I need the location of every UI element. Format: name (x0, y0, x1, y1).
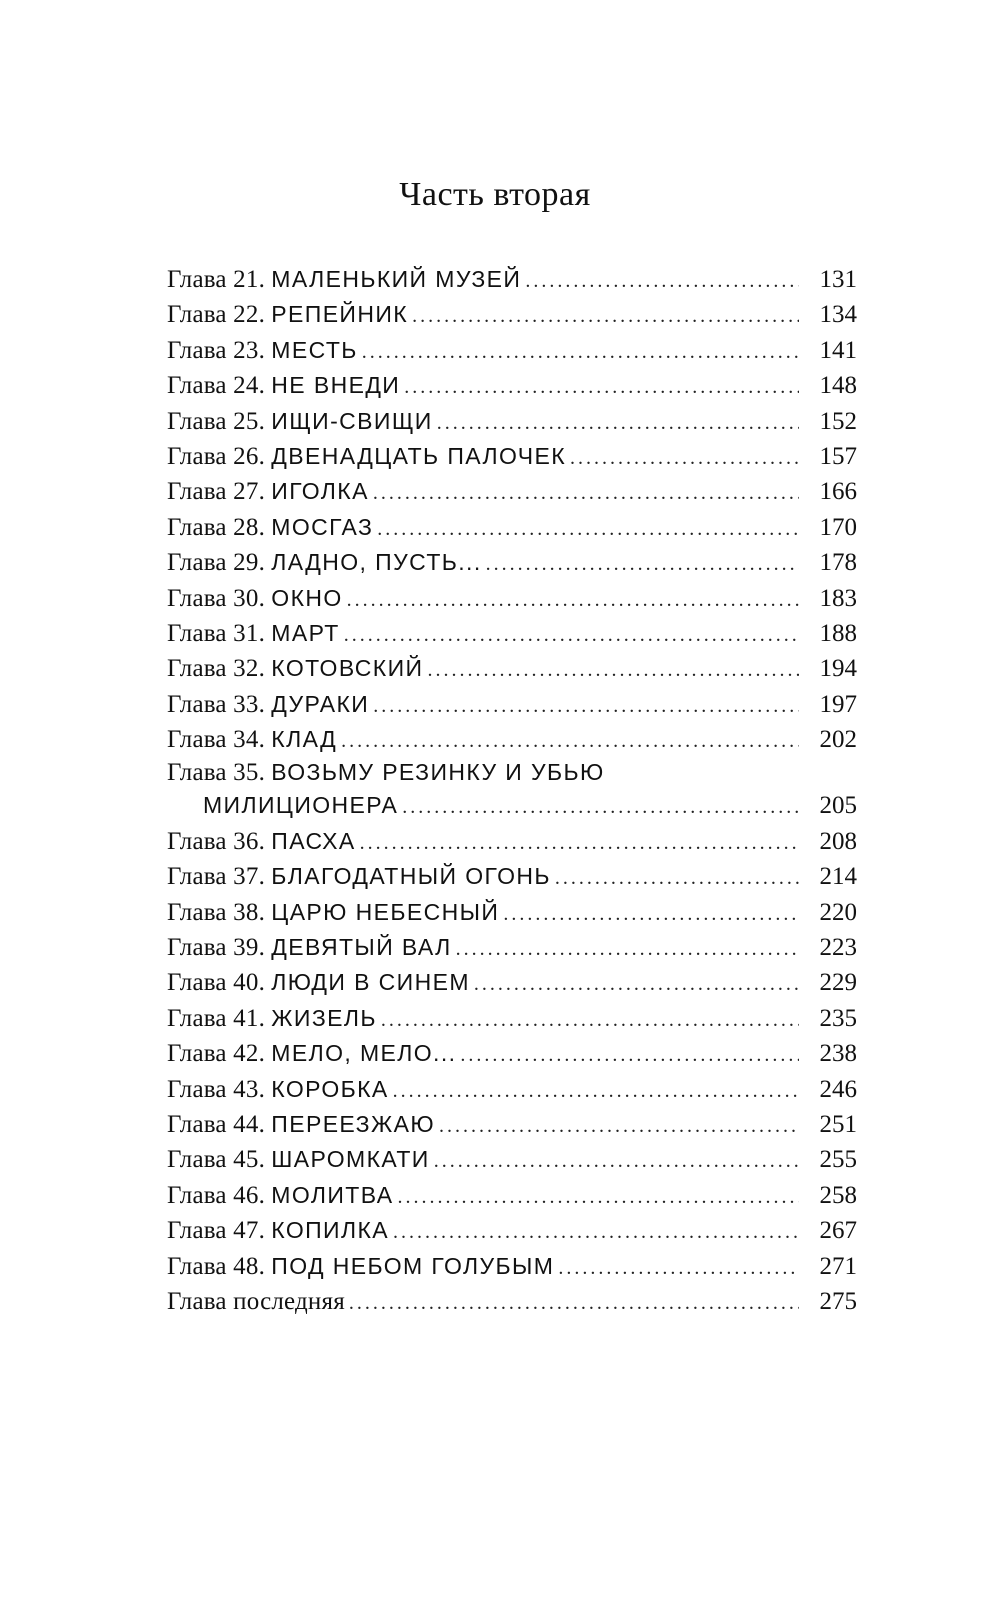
part-title: Часть вторая (399, 176, 591, 213)
chapter-label: Глава 21. (167, 266, 266, 293)
toc-entry[interactable] (167, 722, 857, 757)
chapter-title: МОСГАЗ (271, 513, 374, 540)
dot-leader (362, 335, 799, 370)
dot-leader (460, 1038, 799, 1073)
chapter-title: ЖИЗЕЛЬ (271, 1004, 377, 1031)
chapter-title: ПОД НЕБОМ ГОЛУБЫМ (271, 1252, 555, 1279)
dot-leader (341, 724, 799, 759)
dot-leader (474, 967, 799, 1002)
chapter-label: Глава 41. (167, 1004, 266, 1032)
toc-entry[interactable] (167, 262, 857, 297)
chapter-title: КЛАД (271, 726, 338, 753)
dot-leader (558, 1251, 799, 1286)
page-number: 275 (819, 1287, 857, 1315)
toc-entry[interactable] (167, 895, 857, 930)
dot-leader (503, 897, 799, 932)
page-number: 267 (819, 1217, 857, 1245)
toc-entry[interactable] (167, 297, 857, 332)
dot-leader (402, 790, 799, 825)
page-number: 197 (819, 690, 857, 718)
chapter-label: Глава 46. (167, 1181, 266, 1209)
chapter-label: Глава 31. (167, 619, 266, 647)
toc-entry-continuation[interactable] (167, 788, 857, 823)
chapter-label: Глава 30. (167, 584, 266, 612)
chapter-title-continuation: МИЛИЦИОНЕРА (203, 792, 399, 819)
chapter-title: ДВЕНАДЦАТЬ ПАЛОЧЕК (271, 442, 567, 469)
page-number: 183 (819, 584, 857, 612)
chapter-title: МЕСТЬ (271, 336, 358, 363)
chapter-title: НЕ ВНЕДИ (271, 372, 401, 399)
page-number: 202 (819, 726, 857, 754)
dot-leader (439, 1109, 799, 1144)
toc-entry[interactable] (167, 474, 857, 509)
chapter-label: Глава 35. (167, 759, 266, 787)
chapter-label: Глава 32. (167, 655, 266, 683)
page-number: 235 (819, 1004, 857, 1032)
dot-leader (427, 653, 799, 688)
toc-entry-last[interactable] (167, 1284, 857, 1319)
chapter-title: РЕПЕЙНИК (271, 301, 409, 328)
page-number: 141 (819, 336, 857, 364)
toc-entry[interactable] (167, 1142, 857, 1177)
chapter-label: Глава 22. (167, 301, 266, 329)
page-number: 152 (819, 407, 857, 435)
dot-leader (412, 299, 799, 334)
toc-entry[interactable] (167, 1213, 857, 1248)
dot-leader (377, 512, 799, 547)
chapter-title: МЕЛО, МЕЛО... (271, 1040, 457, 1067)
chapter-title: ЛАДНО, ПУСТЬ... (271, 549, 482, 576)
toc-entry[interactable] (167, 581, 857, 616)
chapter-label: Глава 47. (167, 1217, 266, 1245)
page-number: 214 (819, 863, 857, 891)
chapter-title: КОПИЛКА (271, 1217, 390, 1244)
dot-leader (570, 441, 799, 476)
dot-leader (381, 1003, 799, 1038)
chapter-title: КОРОБКА (271, 1075, 389, 1102)
page-number: 205 (819, 792, 857, 820)
chapter-title: МАЛЕНЬКИЙ МУЗЕЙ (271, 266, 522, 292)
dot-leader (373, 476, 799, 511)
chapter-title: КОТОВСКИЙ (271, 655, 424, 682)
page-number: 166 (819, 478, 857, 506)
page-number: 229 (819, 969, 857, 997)
dot-leader (525, 264, 799, 299)
chapter-label: Глава 29. (167, 549, 266, 577)
toc-entry[interactable] (167, 1249, 857, 1284)
dot-leader (437, 406, 799, 441)
table-of-contents (167, 262, 857, 1319)
chapter-label: Глава 40. (167, 969, 266, 997)
chapter-title: ДУРАКИ (271, 690, 370, 717)
page-number: 258 (819, 1181, 857, 1209)
chapter-title: ОКНО (271, 584, 343, 611)
chapter-title: МОЛИТВА (271, 1181, 394, 1208)
toc-entry[interactable] (167, 859, 857, 894)
chapter-label: Глава 25. (167, 407, 266, 435)
chapter-label: Глава 45. (167, 1146, 266, 1174)
dot-leader (393, 1215, 799, 1250)
chapter-title: ВОЗЬМУ РЕЗИНКУ И УБЬЮ (271, 759, 605, 786)
chapter-label: Глава 43. (167, 1075, 266, 1103)
page-number: 157 (819, 442, 857, 470)
chapter-title: ЛЮДИ В СИНЕМ (271, 969, 470, 996)
chapter-title: ПЕРЕЕЗЖАЮ (271, 1110, 435, 1137)
toc-entry[interactable] (167, 965, 857, 1000)
chapter-label: Глава 36. (167, 827, 266, 855)
dot-leader (456, 932, 799, 967)
toc-entry[interactable] (167, 651, 857, 686)
chapter-title: ШАРОМКАТИ (271, 1146, 430, 1173)
page-number: 131 (819, 266, 857, 293)
dot-leader (347, 583, 799, 618)
toc-entry[interactable] (167, 824, 857, 859)
page-number: 148 (819, 372, 857, 400)
dot-leader (373, 689, 799, 724)
toc-entry[interactable] (167, 510, 857, 545)
page-number: 246 (819, 1075, 857, 1103)
toc-entry[interactable] (167, 1036, 857, 1071)
chapter-label: Глава 44. (167, 1110, 266, 1138)
chapter-label: Глава 28. (167, 513, 266, 541)
chapter-label: Глава последняя (167, 1287, 345, 1315)
dot-leader (486, 547, 799, 582)
dot-leader (393, 1074, 799, 1109)
toc-entry[interactable] (167, 757, 857, 788)
toc-entry[interactable] (167, 1001, 857, 1036)
page-number: 223 (819, 934, 857, 962)
chapter-label: Глава 38. (167, 898, 266, 926)
page-number: 238 (819, 1040, 857, 1068)
chapter-label: Глава 24. (167, 372, 266, 400)
toc-entry[interactable] (167, 930, 857, 965)
chapter-label: Глава 23. (167, 336, 266, 364)
toc-entry[interactable] (167, 404, 857, 439)
dot-leader (349, 1286, 799, 1321)
toc-entry[interactable] (167, 1178, 857, 1213)
page-number: 251 (819, 1110, 857, 1138)
chapter-label: Глава 27. (167, 478, 266, 506)
dot-leader (555, 861, 799, 896)
dot-leader (404, 370, 799, 405)
chapter-title: ЦАРЮ НЕБЕСНЫЙ (271, 898, 500, 925)
chapter-label: Глава 42. (167, 1040, 266, 1068)
page-number: 188 (819, 619, 857, 647)
toc-entry[interactable] (167, 439, 857, 474)
chapter-label: Глава 34. (167, 726, 266, 754)
chapter-label: Глава 48. (167, 1252, 266, 1280)
toc-entry[interactable] (167, 687, 857, 722)
chapter-title: МАРТ (271, 619, 340, 646)
toc-entry[interactable] (167, 616, 857, 651)
chapter-label: Глава 33. (167, 690, 266, 718)
chapter-label: Глава 37. (167, 863, 266, 891)
page-number: 194 (819, 655, 857, 683)
page-number: 170 (819, 513, 857, 541)
chapter-label: Глава 39. (167, 934, 266, 962)
toc-entry[interactable] (167, 1072, 857, 1107)
page-number: 271 (819, 1252, 857, 1280)
dot-leader (397, 1180, 799, 1215)
toc-entry[interactable] (167, 333, 857, 368)
page-number: 255 (819, 1146, 857, 1174)
chapter-title: ПАСХА (271, 827, 356, 854)
page-number: 208 (819, 827, 857, 855)
chapter-title: ДЕВЯТЫЙ ВАЛ (271, 934, 452, 961)
dot-leader (360, 826, 799, 861)
chapter-title: БЛАГОДАТНЫЙ ОГОНЬ (271, 863, 551, 890)
page-number: 220 (819, 898, 857, 926)
chapter-title: ИЩИ-СВИЩИ (271, 407, 433, 434)
toc-entry[interactable] (167, 368, 857, 403)
page-number: 178 (819, 549, 857, 577)
toc-entry[interactable] (167, 1107, 857, 1142)
chapter-label: Глава 26. (167, 442, 266, 470)
dot-leader (344, 618, 799, 653)
chapter-title: ИГОЛКА (271, 478, 369, 505)
toc-entry[interactable] (167, 545, 857, 580)
dot-leader (434, 1144, 799, 1179)
page-number: 134 (819, 301, 857, 329)
